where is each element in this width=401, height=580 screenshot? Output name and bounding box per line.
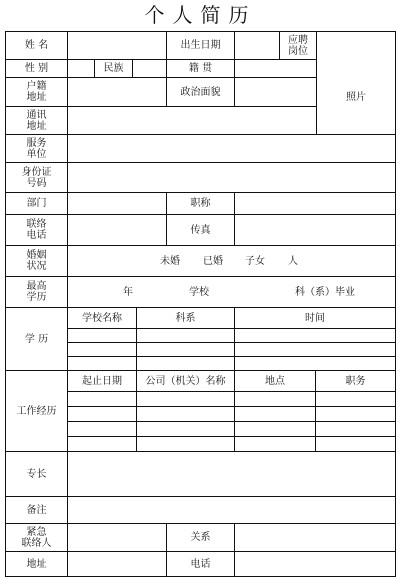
- label-emergency-contact: 紧急 联络人: [21, 526, 52, 549]
- label-native-place: 籍 贯: [188, 63, 213, 74]
- field-specialty[interactable]: [68, 452, 395, 496]
- photo-box[interactable]: 照片: [346, 91, 366, 103]
- label-major-graduated: 科（系）毕业: [295, 286, 355, 298]
- label-service-unit: 服务 单位: [26, 137, 47, 160]
- field-fax[interactable]: [235, 215, 395, 245]
- label-household-address: 户籍 地址: [26, 81, 47, 103]
- label-year: 年: [123, 286, 133, 298]
- option-unmarried[interactable]: 未婚: [160, 255, 180, 267]
- header-role: 职务: [345, 375, 366, 387]
- label-gender: 性 别: [24, 63, 49, 74]
- field-job-title[interactable]: [235, 193, 395, 214]
- label-id-number: 身份证 号码: [21, 166, 52, 189]
- field-position[interactable]: [317, 32, 395, 59]
- field-gender[interactable]: [68, 60, 94, 77]
- field-address[interactable]: [68, 552, 166, 576]
- field-relationship[interactable]: [235, 524, 395, 551]
- header-date-range: 起止日期: [82, 375, 122, 387]
- field-contact-phone[interactable]: [68, 215, 166, 245]
- field-mailing-address[interactable]: [68, 107, 316, 134]
- field-id-number[interactable]: [68, 163, 395, 192]
- label-job-title: 职称: [190, 198, 211, 209]
- label-position: 应聘 岗位: [288, 34, 308, 57]
- header-location: 地点: [265, 375, 285, 387]
- label-persons: 人: [288, 255, 298, 267]
- label-department: 部门: [26, 198, 47, 209]
- field-birth-date[interactable]: [235, 32, 279, 59]
- label-contact-phone: 联络 电话: [26, 219, 47, 241]
- field-remarks[interactable]: [68, 497, 395, 523]
- label-relationship: 关系: [190, 532, 211, 543]
- page-title: 个人简历: [144, 3, 257, 27]
- header-company: 公司（机关）名称: [145, 375, 226, 387]
- field-native-place[interactable]: [235, 60, 316, 77]
- label-school: 学校: [189, 286, 209, 298]
- field-ethnicity[interactable]: [133, 60, 166, 77]
- field-department[interactable]: [68, 193, 166, 214]
- label-remarks: 备注: [26, 504, 47, 516]
- label-children: 子女: [245, 255, 265, 267]
- label-political-status: 政治面貌: [180, 86, 221, 98]
- label-fax: 传真: [190, 224, 211, 236]
- option-married[interactable]: 已婚: [203, 255, 223, 267]
- header-school-name: 学校名称: [82, 312, 122, 324]
- label-specialty: 专长: [26, 468, 47, 480]
- label-address: 地址: [26, 558, 47, 570]
- label-marital-status: 婚姻 状况: [26, 250, 47, 272]
- header-department: 科系: [175, 312, 196, 324]
- label-work-history: 工作经历: [16, 405, 57, 417]
- label-phone: 电话: [190, 558, 211, 570]
- field-name[interactable]: [68, 32, 166, 59]
- label-ethnicity: 民族: [103, 63, 124, 74]
- label-name: 姓 名: [24, 40, 49, 51]
- field-emergency-contact[interactable]: [68, 524, 166, 551]
- field-household-address[interactable]: [68, 78, 166, 106]
- label-highest-degree: 最高 学历: [26, 281, 47, 303]
- label-birth-date: 出生日期: [180, 40, 221, 51]
- field-political-status[interactable]: [235, 78, 316, 106]
- header-time: 时间: [305, 312, 325, 324]
- label-education: 学 历: [24, 333, 49, 345]
- field-phone[interactable]: [235, 552, 395, 576]
- label-mailing-address: 通讯 地址: [26, 109, 47, 132]
- field-service-unit[interactable]: [68, 135, 395, 162]
